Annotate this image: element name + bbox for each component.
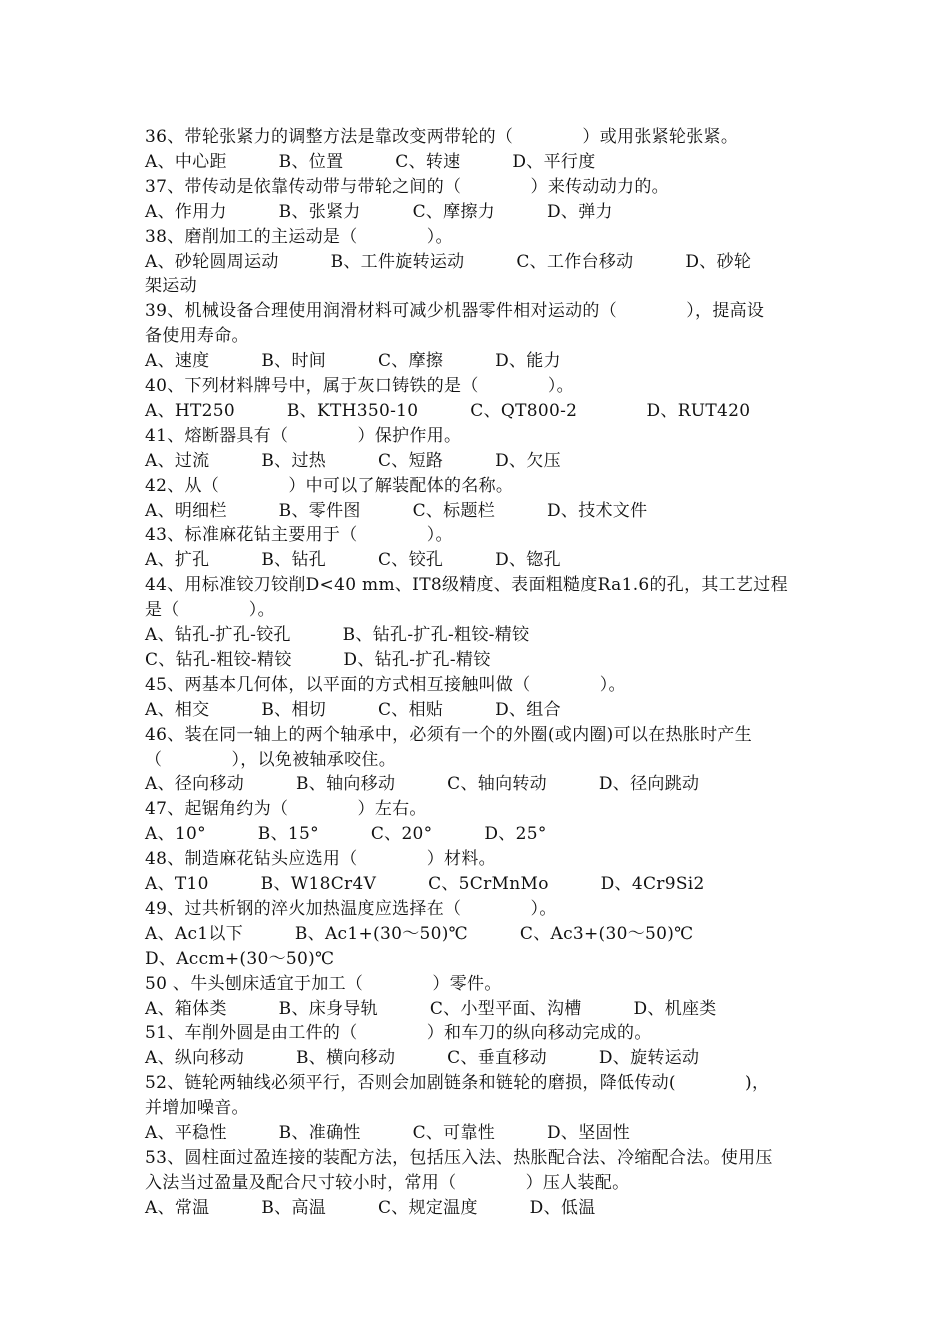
text-line: A、10° B、15° C、20° D、25° [145,824,547,845]
text-line: A、相交 B、相切 C、相贴 D、组合 [145,699,561,720]
text-line: A、过流 B、过热 C、短路 D、欠压 [145,450,561,471]
text-line: 是（ ）。 [145,600,275,621]
text-line: 39、机械设备合理使用润滑材料可减少机器零件相对运动的（ ），提高设 [145,301,765,322]
text-line: 45、两基本几何体，以平面的方式相互接触叫做（ ）。 [145,674,626,695]
text-line: A、作用力 B、张紧力 C、摩擦力 D、弹力 [145,201,613,222]
text-line: 48、制造麻花钻头应选用（ ）材料。 [145,849,496,870]
text-line: （ ），以免被轴承咬住。 [145,749,396,770]
text-line: 41、熔断器具有（ ）保护作用。 [145,425,462,446]
text-line: 36、带轮张紧力的调整方法是靠改变两带轮的（ ）或用张紧轮张紧。 [145,127,739,147]
text-line: A、T10 B、W18Cr4V C、5CrMnMo D、4Cr9Si2 [145,874,705,894]
text-line: 46、装在同一轴上的两个轴承中，必须有一个的外圈(或内圈)可以在热胀时产生 [145,724,752,745]
text-line: A、速度 B、时间 C、摩擦 D、能力 [145,351,561,372]
text-line: 42、从（ ）中可以了解装配体的名称。 [145,475,514,496]
text-line: 51、车削外圆是由工件的（ ）和车刀的纵向移动完成的。 [145,1023,652,1044]
text-line: 入法当过盈量及配合尺寸较小时，常用（ ）压人装配。 [145,1172,630,1193]
text-line: 备使用寿命。 [145,326,249,347]
text-line: A、中心距 B、位置 C、转速 D、平行度 [145,151,596,172]
text-line: 49、过共析钢的淬火加热温度应选择在（ ）。 [145,898,557,919]
text-line: A、径向移动 B、轴向移动 C、轴向转动 D、径向跳动 [145,774,700,795]
text-line: 53、圆柱面过盈连接的装配方法，包括压入法、热胀配合法、冷缩配合法。使用压 [145,1147,773,1168]
text-line: 架运动 [145,276,197,297]
text-line: 47、起锯角约为（ ）左右。 [145,799,427,820]
text-line: A、明细栏 B、零件图 C、标题栏 D、技术文件 [145,500,648,521]
text-line: 44、用标准铰刀铰削D<40 mm、IT8级精度、表面粗糙度Ra1.6的孔，其工艺过程 [145,575,788,596]
text-line: A、常温 B、高温 C、规定温度 D、低温 [145,1197,596,1218]
text-line: 并增加噪音。 [145,1098,249,1119]
text-line: A、纵向移动 B、横向移动 C、垂直移动 D、旋转运动 [145,1048,700,1069]
text-line: D、Accm+(30～50)℃ [145,948,335,969]
text-line: A、扩孔 B、钻孔 C、铰孔 D、锪孔 [145,550,561,571]
text-line: 37、带传动是依靠传动带与带轮之间的（ ）来传动动力的。 [145,176,669,197]
text-line: C、钻孔-粗铰-精铰 D、钻孔-扩孔-精铰 [145,649,491,670]
text-line: 50 、牛头刨床适宜于加工（ ）零件。 [145,973,502,994]
text-line: 40、下列材料牌号中，属于灰口铸铁的是（ ）。 [145,376,574,396]
text-line: 52、链轮两轴线必须平行，否则会加剧链条和链轮的磨损，降低传动( )， [145,1073,770,1094]
text-line: A、平稳性 B、准确性 C、可靠性 D、坚固性 [145,1123,631,1143]
text-line: 43、标准麻花钻主要用于（ ）。 [145,525,453,546]
text-line: A、HT250 B、KTH350-10 C、QT800-2 D、RUT420 [145,400,751,421]
text-line: A、箱体类 B、床身导轨 C、小型平面、沟槽 D、机座类 [145,998,717,1019]
text-line: 38、磨削加工的主运动是（ ）。 [145,226,453,247]
text-line: A、砂轮圆周运动 B、工件旋转运动 C、工作台移动 D、砂轮 [145,251,752,272]
text-line: A、Ac1以下 B、Ac1+(30～50)℃ C、Ac3+(30～50)℃ [145,923,694,944]
text-line: A、钻孔-扩孔-铰孔 B、钻孔-扩孔-粗铰-精铰 [145,625,530,645]
